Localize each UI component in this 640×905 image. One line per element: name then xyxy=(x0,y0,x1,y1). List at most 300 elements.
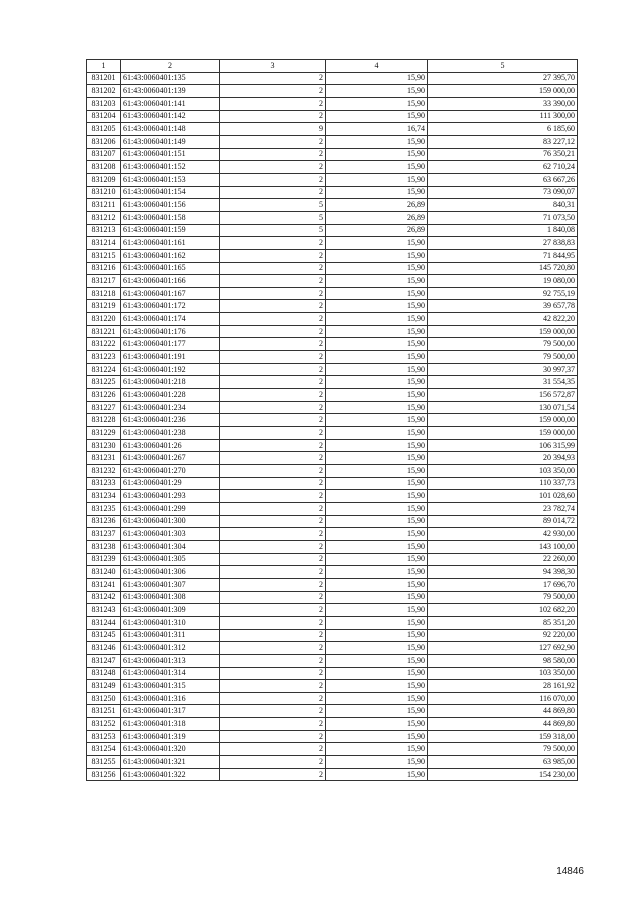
table-cell-col-4: 15,90 xyxy=(326,718,428,731)
table-cell-col-2: 61:43:0060401:174 xyxy=(121,313,220,326)
table-cell-col-2: 61:43:0060401:153 xyxy=(121,173,220,186)
table-cell-col-5: 39 657,78 xyxy=(428,300,578,313)
table-cell-col-3: 2 xyxy=(220,427,326,440)
table-cell-col-1: 831240 xyxy=(87,566,121,579)
table-row xyxy=(87,642,578,655)
table-cell-col-1: 831206 xyxy=(87,135,121,148)
table-cell-col-2: 61:43:0060401:192 xyxy=(121,363,220,376)
table-cell-col-5: 159 000,00 xyxy=(428,427,578,440)
table-cell-col-5: 22 260,00 xyxy=(428,553,578,566)
table-row xyxy=(87,275,578,288)
table-cell-col-3: 2 xyxy=(220,490,326,503)
table-cell-col-1: 831239 xyxy=(87,553,121,566)
table-cell-col-3: 2 xyxy=(220,477,326,490)
table-cell-col-5: 94 398,30 xyxy=(428,566,578,579)
table-cell-col-5: 127 692,90 xyxy=(428,642,578,655)
table-cell-col-3: 2 xyxy=(220,743,326,756)
table-cell-col-3: 2 xyxy=(220,313,326,326)
table-cell-col-4: 15,90 xyxy=(326,566,428,579)
table-cell-col-2: 61:43:0060401:156 xyxy=(121,199,220,212)
table-cell-col-5: 71 844,95 xyxy=(428,249,578,262)
table-cell-col-4: 15,90 xyxy=(326,490,428,503)
table-row xyxy=(87,338,578,351)
table-cell-col-5: 6 185,60 xyxy=(428,123,578,136)
table-cell-col-1: 831232 xyxy=(87,465,121,478)
table-cell-col-3: 2 xyxy=(220,237,326,250)
table-cell-col-2: 61:43:0060401:317 xyxy=(121,705,220,718)
table-cell-col-2: 61:43:0060401:141 xyxy=(121,97,220,110)
table-cell-col-2: 61:43:0060401:316 xyxy=(121,692,220,705)
table-row xyxy=(87,389,578,402)
table-cell-col-5: 159 000,00 xyxy=(428,325,578,338)
table-cell-col-2: 61:43:0060401:135 xyxy=(121,72,220,85)
table-row xyxy=(87,528,578,541)
table-cell-col-4: 15,90 xyxy=(326,502,428,515)
table-cell-col-3: 2 xyxy=(220,351,326,364)
table-cell-col-1: 831255 xyxy=(87,756,121,769)
table-cell-col-2: 61:43:0060401:304 xyxy=(121,540,220,553)
table-row xyxy=(87,135,578,148)
table-row xyxy=(87,502,578,515)
table-cell-col-4: 15,90 xyxy=(326,604,428,617)
table-cell-col-3: 2 xyxy=(220,401,326,414)
table-cell-col-4: 15,90 xyxy=(326,465,428,478)
table-row xyxy=(87,325,578,338)
table-row xyxy=(87,730,578,743)
table-cell-col-2: 61:43:0060401:236 xyxy=(121,414,220,427)
table-body xyxy=(87,72,578,781)
table-cell-col-1: 831211 xyxy=(87,199,121,212)
table-cell-col-4: 15,90 xyxy=(326,389,428,402)
table-cell-col-2: 61:43:0060401:309 xyxy=(121,604,220,617)
table-cell-col-5: 106 315,99 xyxy=(428,439,578,452)
table-cell-col-3: 2 xyxy=(220,72,326,85)
table-cell-col-2: 61:43:0060401:299 xyxy=(121,502,220,515)
table-cell-col-3: 2 xyxy=(220,528,326,541)
table-cell-col-5: 23 782,74 xyxy=(428,502,578,515)
table-cell-col-2: 61:43:0060401:305 xyxy=(121,553,220,566)
table-cell-col-5: 62 710,24 xyxy=(428,161,578,174)
table-row xyxy=(87,72,578,85)
table-cell-col-3: 2 xyxy=(220,566,326,579)
table-cell-col-3: 2 xyxy=(220,376,326,389)
table-cell-col-2: 61:43:0060401:306 xyxy=(121,566,220,579)
table-cell-col-3: 2 xyxy=(220,616,326,629)
table-row xyxy=(87,313,578,326)
table-cell-col-4: 15,90 xyxy=(326,300,428,313)
table-cell-col-3: 2 xyxy=(220,756,326,769)
header-col-5: 5 xyxy=(428,60,578,73)
table-cell-col-2: 61:43:0060401:26 xyxy=(121,439,220,452)
table-cell-col-2: 61:43:0060401:318 xyxy=(121,718,220,731)
table-cell-col-1: 831215 xyxy=(87,249,121,262)
table-cell-col-4: 15,90 xyxy=(326,629,428,642)
table-cell-col-5: 79 500,00 xyxy=(428,338,578,351)
table-row xyxy=(87,363,578,376)
table-cell-col-2: 61:43:0060401:161 xyxy=(121,237,220,250)
table-cell-col-2: 61:43:0060401:310 xyxy=(121,616,220,629)
table-cell-col-3: 2 xyxy=(220,338,326,351)
table-cell-col-5: 79 500,00 xyxy=(428,351,578,364)
table-cell-col-5: 840,31 xyxy=(428,199,578,212)
table-cell-col-4: 15,90 xyxy=(326,262,428,275)
table-cell-col-1: 831249 xyxy=(87,680,121,693)
table-row xyxy=(87,123,578,136)
table-cell-col-3: 2 xyxy=(220,325,326,338)
table-cell-col-4: 26,89 xyxy=(326,199,428,212)
table-cell-col-1: 831217 xyxy=(87,275,121,288)
table-cell-col-5: 111 300,00 xyxy=(428,110,578,123)
table-row xyxy=(87,515,578,528)
table-cell-col-2: 61:43:0060401:234 xyxy=(121,401,220,414)
table-row xyxy=(87,300,578,313)
table-cell-col-5: 156 572,87 xyxy=(428,389,578,402)
table-cell-col-5: 79 500,00 xyxy=(428,591,578,604)
table-cell-col-5: 17 696,70 xyxy=(428,578,578,591)
table-cell-col-4: 15,90 xyxy=(326,756,428,769)
table-cell-col-3: 2 xyxy=(220,591,326,604)
table-cell-col-2: 61:43:0060401:303 xyxy=(121,528,220,541)
table-cell-col-1: 831248 xyxy=(87,667,121,680)
table-cell-col-1: 831242 xyxy=(87,591,121,604)
table-cell-col-3: 5 xyxy=(220,211,326,224)
table-row xyxy=(87,287,578,300)
table-cell-col-1: 831212 xyxy=(87,211,121,224)
table-cell-col-2: 61:43:0060401:152 xyxy=(121,161,220,174)
table-cell-col-2: 61:43:0060401:162 xyxy=(121,249,220,262)
table-cell-col-2: 61:43:0060401:151 xyxy=(121,148,220,161)
table-cell-col-3: 2 xyxy=(220,363,326,376)
table-cell-col-2: 61:43:0060401:312 xyxy=(121,642,220,655)
table-cell-col-2: 61:43:0060401:177 xyxy=(121,338,220,351)
table-cell-col-4: 15,90 xyxy=(326,667,428,680)
table-cell-col-3: 2 xyxy=(220,110,326,123)
table-cell-col-4: 15,90 xyxy=(326,642,428,655)
table-row xyxy=(87,452,578,465)
table-cell-col-1: 831241 xyxy=(87,578,121,591)
table-row xyxy=(87,629,578,642)
table-cell-col-5: 31 554,35 xyxy=(428,376,578,389)
table-cell-col-2: 61:43:0060401:154 xyxy=(121,186,220,199)
table-cell-col-1: 831231 xyxy=(87,452,121,465)
table-cell-col-1: 831209 xyxy=(87,173,121,186)
table-cell-col-4: 15,90 xyxy=(326,249,428,262)
table-cell-col-3: 2 xyxy=(220,414,326,427)
table-row xyxy=(87,224,578,237)
table-cell-col-3: 2 xyxy=(220,135,326,148)
table-cell-col-3: 2 xyxy=(220,148,326,161)
table-cell-col-1: 831202 xyxy=(87,85,121,98)
table-row xyxy=(87,414,578,427)
table-cell-col-4: 15,90 xyxy=(326,85,428,98)
table-cell-col-4: 15,90 xyxy=(326,376,428,389)
table-row xyxy=(87,566,578,579)
table-cell-col-2: 61:43:0060401:139 xyxy=(121,85,220,98)
table-cell-col-1: 831251 xyxy=(87,705,121,718)
table-cell-col-3: 2 xyxy=(220,705,326,718)
table-cell-col-4: 15,90 xyxy=(326,427,428,440)
table-cell-col-2: 61:43:0060401:311 xyxy=(121,629,220,642)
header-col-3: 3 xyxy=(220,60,326,73)
table-cell-col-2: 61:43:0060401:167 xyxy=(121,287,220,300)
table-cell-col-1: 831230 xyxy=(87,439,121,452)
table-cell-col-5: 110 337,73 xyxy=(428,477,578,490)
table-cell-col-4: 15,90 xyxy=(326,439,428,452)
table-row xyxy=(87,680,578,693)
header-col-2: 2 xyxy=(121,60,220,73)
table-cell-col-3: 2 xyxy=(220,718,326,731)
table-row xyxy=(87,237,578,250)
table-cell-col-1: 831225 xyxy=(87,376,121,389)
table-cell-col-2: 61:43:0060401:313 xyxy=(121,654,220,667)
table-cell-col-1: 831204 xyxy=(87,110,121,123)
table-cell-col-4: 15,90 xyxy=(326,528,428,541)
table-row xyxy=(87,553,578,566)
table-cell-col-4: 15,90 xyxy=(326,743,428,756)
table-cell-col-3: 2 xyxy=(220,502,326,515)
table-cell-col-1: 831244 xyxy=(87,616,121,629)
table-cell-col-3: 2 xyxy=(220,161,326,174)
table-cell-col-2: 61:43:0060401:176 xyxy=(121,325,220,338)
table-cell-col-4: 15,90 xyxy=(326,553,428,566)
table-cell-col-5: 101 028,60 xyxy=(428,490,578,503)
table-cell-col-1: 831219 xyxy=(87,300,121,313)
table-cell-col-3: 2 xyxy=(220,439,326,452)
data-table xyxy=(86,59,578,781)
table-cell-col-3: 2 xyxy=(220,186,326,199)
table-row xyxy=(87,249,578,262)
table-cell-col-4: 15,90 xyxy=(326,287,428,300)
table-cell-col-4: 15,90 xyxy=(326,515,428,528)
table-cell-col-5: 63 667,26 xyxy=(428,173,578,186)
table-cell-col-4: 15,90 xyxy=(326,540,428,553)
page-number: 14846 xyxy=(556,866,584,877)
table-cell-col-3: 2 xyxy=(220,515,326,528)
table-cell-col-2: 61:43:0060401:172 xyxy=(121,300,220,313)
table-cell-col-4: 15,90 xyxy=(326,338,428,351)
table-cell-col-3: 2 xyxy=(220,629,326,642)
table-cell-col-1: 831256 xyxy=(87,768,121,781)
table-cell-col-2: 61:43:0060401:158 xyxy=(121,211,220,224)
table-cell-col-3: 2 xyxy=(220,667,326,680)
table-cell-col-4: 15,90 xyxy=(326,414,428,427)
table-cell-col-4: 15,90 xyxy=(326,72,428,85)
table-cell-col-2: 61:43:0060401:315 xyxy=(121,680,220,693)
table-cell-col-5: 143 100,00 xyxy=(428,540,578,553)
table-cell-col-5: 116 070,00 xyxy=(428,692,578,705)
table-row xyxy=(87,768,578,781)
table-cell-col-1: 831236 xyxy=(87,515,121,528)
table-cell-col-5: 103 350,00 xyxy=(428,465,578,478)
table-row xyxy=(87,578,578,591)
table-cell-col-4: 15,90 xyxy=(326,325,428,338)
table-cell-col-3: 2 xyxy=(220,680,326,693)
table-row xyxy=(87,97,578,110)
table-row xyxy=(87,743,578,756)
table-cell-col-1: 831250 xyxy=(87,692,121,705)
table-cell-col-3: 2 xyxy=(220,540,326,553)
table-row xyxy=(87,199,578,212)
table-cell-col-4: 26,89 xyxy=(326,211,428,224)
table-cell-col-5: 98 580,00 xyxy=(428,654,578,667)
table-cell-col-1: 831203 xyxy=(87,97,121,110)
table-row xyxy=(87,756,578,769)
table-cell-col-5: 19 080,00 xyxy=(428,275,578,288)
table-row xyxy=(87,110,578,123)
table-cell-col-1: 831252 xyxy=(87,718,121,731)
table-cell-col-5: 76 350,21 xyxy=(428,148,578,161)
table-cell-col-2: 61:43:0060401:314 xyxy=(121,667,220,680)
table-cell-col-2: 61:43:0060401:218 xyxy=(121,376,220,389)
table-cell-col-2: 61:43:0060401:321 xyxy=(121,756,220,769)
table-row xyxy=(87,262,578,275)
table-cell-col-1: 831246 xyxy=(87,642,121,655)
table-cell-col-1: 831254 xyxy=(87,743,121,756)
table-cell-col-3: 2 xyxy=(220,275,326,288)
table-cell-col-1: 831226 xyxy=(87,389,121,402)
table-row xyxy=(87,490,578,503)
table-cell-col-4: 15,90 xyxy=(326,768,428,781)
table-cell-col-1: 831220 xyxy=(87,313,121,326)
table-cell-col-5: 159 000,00 xyxy=(428,85,578,98)
table-cell-col-3: 2 xyxy=(220,768,326,781)
table-cell-col-3: 2 xyxy=(220,553,326,566)
table-cell-col-4: 15,90 xyxy=(326,705,428,718)
table-cell-col-1: 831218 xyxy=(87,287,121,300)
table-cell-col-5: 83 227,12 xyxy=(428,135,578,148)
table-cell-col-4: 15,90 xyxy=(326,452,428,465)
table-cell-col-3: 2 xyxy=(220,578,326,591)
table-cell-col-3: 2 xyxy=(220,85,326,98)
table-row xyxy=(87,616,578,629)
table-cell-col-5: 92 755,19 xyxy=(428,287,578,300)
table-cell-col-5: 28 161,92 xyxy=(428,680,578,693)
table-cell-col-1: 831234 xyxy=(87,490,121,503)
table-row xyxy=(87,591,578,604)
table-cell-col-5: 71 073,50 xyxy=(428,211,578,224)
table-cell-col-1: 831227 xyxy=(87,401,121,414)
table-cell-col-4: 15,90 xyxy=(326,591,428,604)
table-cell-col-5: 103 350,00 xyxy=(428,667,578,680)
table-row xyxy=(87,173,578,186)
table-cell-col-2: 61:43:0060401:308 xyxy=(121,591,220,604)
table-cell-col-2: 61:43:0060401:267 xyxy=(121,452,220,465)
table-cell-col-3: 2 xyxy=(220,300,326,313)
table-cell-col-3: 2 xyxy=(220,452,326,465)
table-row xyxy=(87,148,578,161)
table-cell-col-2: 61:43:0060401:270 xyxy=(121,465,220,478)
table-row xyxy=(87,401,578,414)
table-row xyxy=(87,427,578,440)
table-cell-col-1: 831228 xyxy=(87,414,121,427)
table-row xyxy=(87,376,578,389)
table-cell-col-5: 159 000,00 xyxy=(428,414,578,427)
table-cell-col-4: 15,90 xyxy=(326,616,428,629)
table-cell-col-3: 9 xyxy=(220,123,326,136)
table-row xyxy=(87,718,578,731)
table-row xyxy=(87,465,578,478)
table-cell-col-2: 61:43:0060401:142 xyxy=(121,110,220,123)
table-cell-col-2: 61:43:0060401:300 xyxy=(121,515,220,528)
table-cell-col-4: 15,90 xyxy=(326,275,428,288)
table-cell-col-5: 42 822,20 xyxy=(428,313,578,326)
table-cell-col-1: 831207 xyxy=(87,148,121,161)
table-cell-col-4: 15,90 xyxy=(326,351,428,364)
table-cell-col-4: 15,90 xyxy=(326,477,428,490)
table-cell-col-5: 89 014,72 xyxy=(428,515,578,528)
table-row xyxy=(87,161,578,174)
table-cell-col-2: 61:43:0060401:191 xyxy=(121,351,220,364)
table-cell-col-3: 5 xyxy=(220,199,326,212)
header-row xyxy=(87,60,578,73)
table-cell-col-2: 61:43:0060401:320 xyxy=(121,743,220,756)
table-row xyxy=(87,351,578,364)
table-cell-col-5: 42 930,00 xyxy=(428,528,578,541)
header-col-4: 4 xyxy=(326,60,428,73)
table-cell-col-1: 831208 xyxy=(87,161,121,174)
table-row xyxy=(87,692,578,705)
table-cell-col-1: 831205 xyxy=(87,123,121,136)
table-cell-col-4: 15,90 xyxy=(326,401,428,414)
table-cell-col-5: 20 394,93 xyxy=(428,452,578,465)
table-cell-col-3: 2 xyxy=(220,642,326,655)
table-cell-col-1: 831201 xyxy=(87,72,121,85)
table-cell-col-2: 61:43:0060401:319 xyxy=(121,730,220,743)
table-cell-col-5: 102 682,20 xyxy=(428,604,578,617)
table-row xyxy=(87,439,578,452)
table-cell-col-3: 2 xyxy=(220,654,326,667)
table-cell-col-1: 831210 xyxy=(87,186,121,199)
table-cell-col-1: 831247 xyxy=(87,654,121,667)
table-cell-col-2: 61:43:0060401:238 xyxy=(121,427,220,440)
table-cell-col-2: 61:43:0060401:165 xyxy=(121,262,220,275)
table-cell-col-5: 27 395,70 xyxy=(428,72,578,85)
table-cell-col-4: 15,90 xyxy=(326,148,428,161)
table-cell-col-4: 15,90 xyxy=(326,161,428,174)
table-cell-col-2: 61:43:0060401:29 xyxy=(121,477,220,490)
table-cell-col-1: 831235 xyxy=(87,502,121,515)
table-cell-col-1: 831229 xyxy=(87,427,121,440)
table-cell-col-5: 63 985,00 xyxy=(428,756,578,769)
table-cell-col-4: 15,90 xyxy=(326,186,428,199)
table-cell-col-2: 61:43:0060401:148 xyxy=(121,123,220,136)
header-col-1: 1 xyxy=(87,60,121,73)
table-row xyxy=(87,667,578,680)
table-cell-col-5: 44 869,80 xyxy=(428,705,578,718)
table-cell-col-3: 5 xyxy=(220,224,326,237)
table-cell-col-1: 831224 xyxy=(87,363,121,376)
table-cell-col-5: 27 838,83 xyxy=(428,237,578,250)
table-cell-col-4: 15,90 xyxy=(326,654,428,667)
table-row xyxy=(87,604,578,617)
table-cell-col-3: 2 xyxy=(220,249,326,262)
table-cell-col-5: 44 869,80 xyxy=(428,718,578,731)
table-cell-col-2: 61:43:0060401:166 xyxy=(121,275,220,288)
table-cell-col-1: 831237 xyxy=(87,528,121,541)
table-cell-col-5: 33 390,00 xyxy=(428,97,578,110)
table-cell-col-3: 2 xyxy=(220,287,326,300)
table-cell-col-4: 16,74 xyxy=(326,123,428,136)
table-cell-col-5: 79 500,00 xyxy=(428,743,578,756)
table-row xyxy=(87,705,578,718)
table-cell-col-3: 2 xyxy=(220,465,326,478)
table-cell-col-3: 2 xyxy=(220,730,326,743)
table-cell-col-1: 831216 xyxy=(87,262,121,275)
table-cell-col-4: 15,90 xyxy=(326,363,428,376)
table-cell-col-5: 85 351,20 xyxy=(428,616,578,629)
table-cell-col-2: 61:43:0060401:149 xyxy=(121,135,220,148)
table-cell-col-4: 26,89 xyxy=(326,224,428,237)
